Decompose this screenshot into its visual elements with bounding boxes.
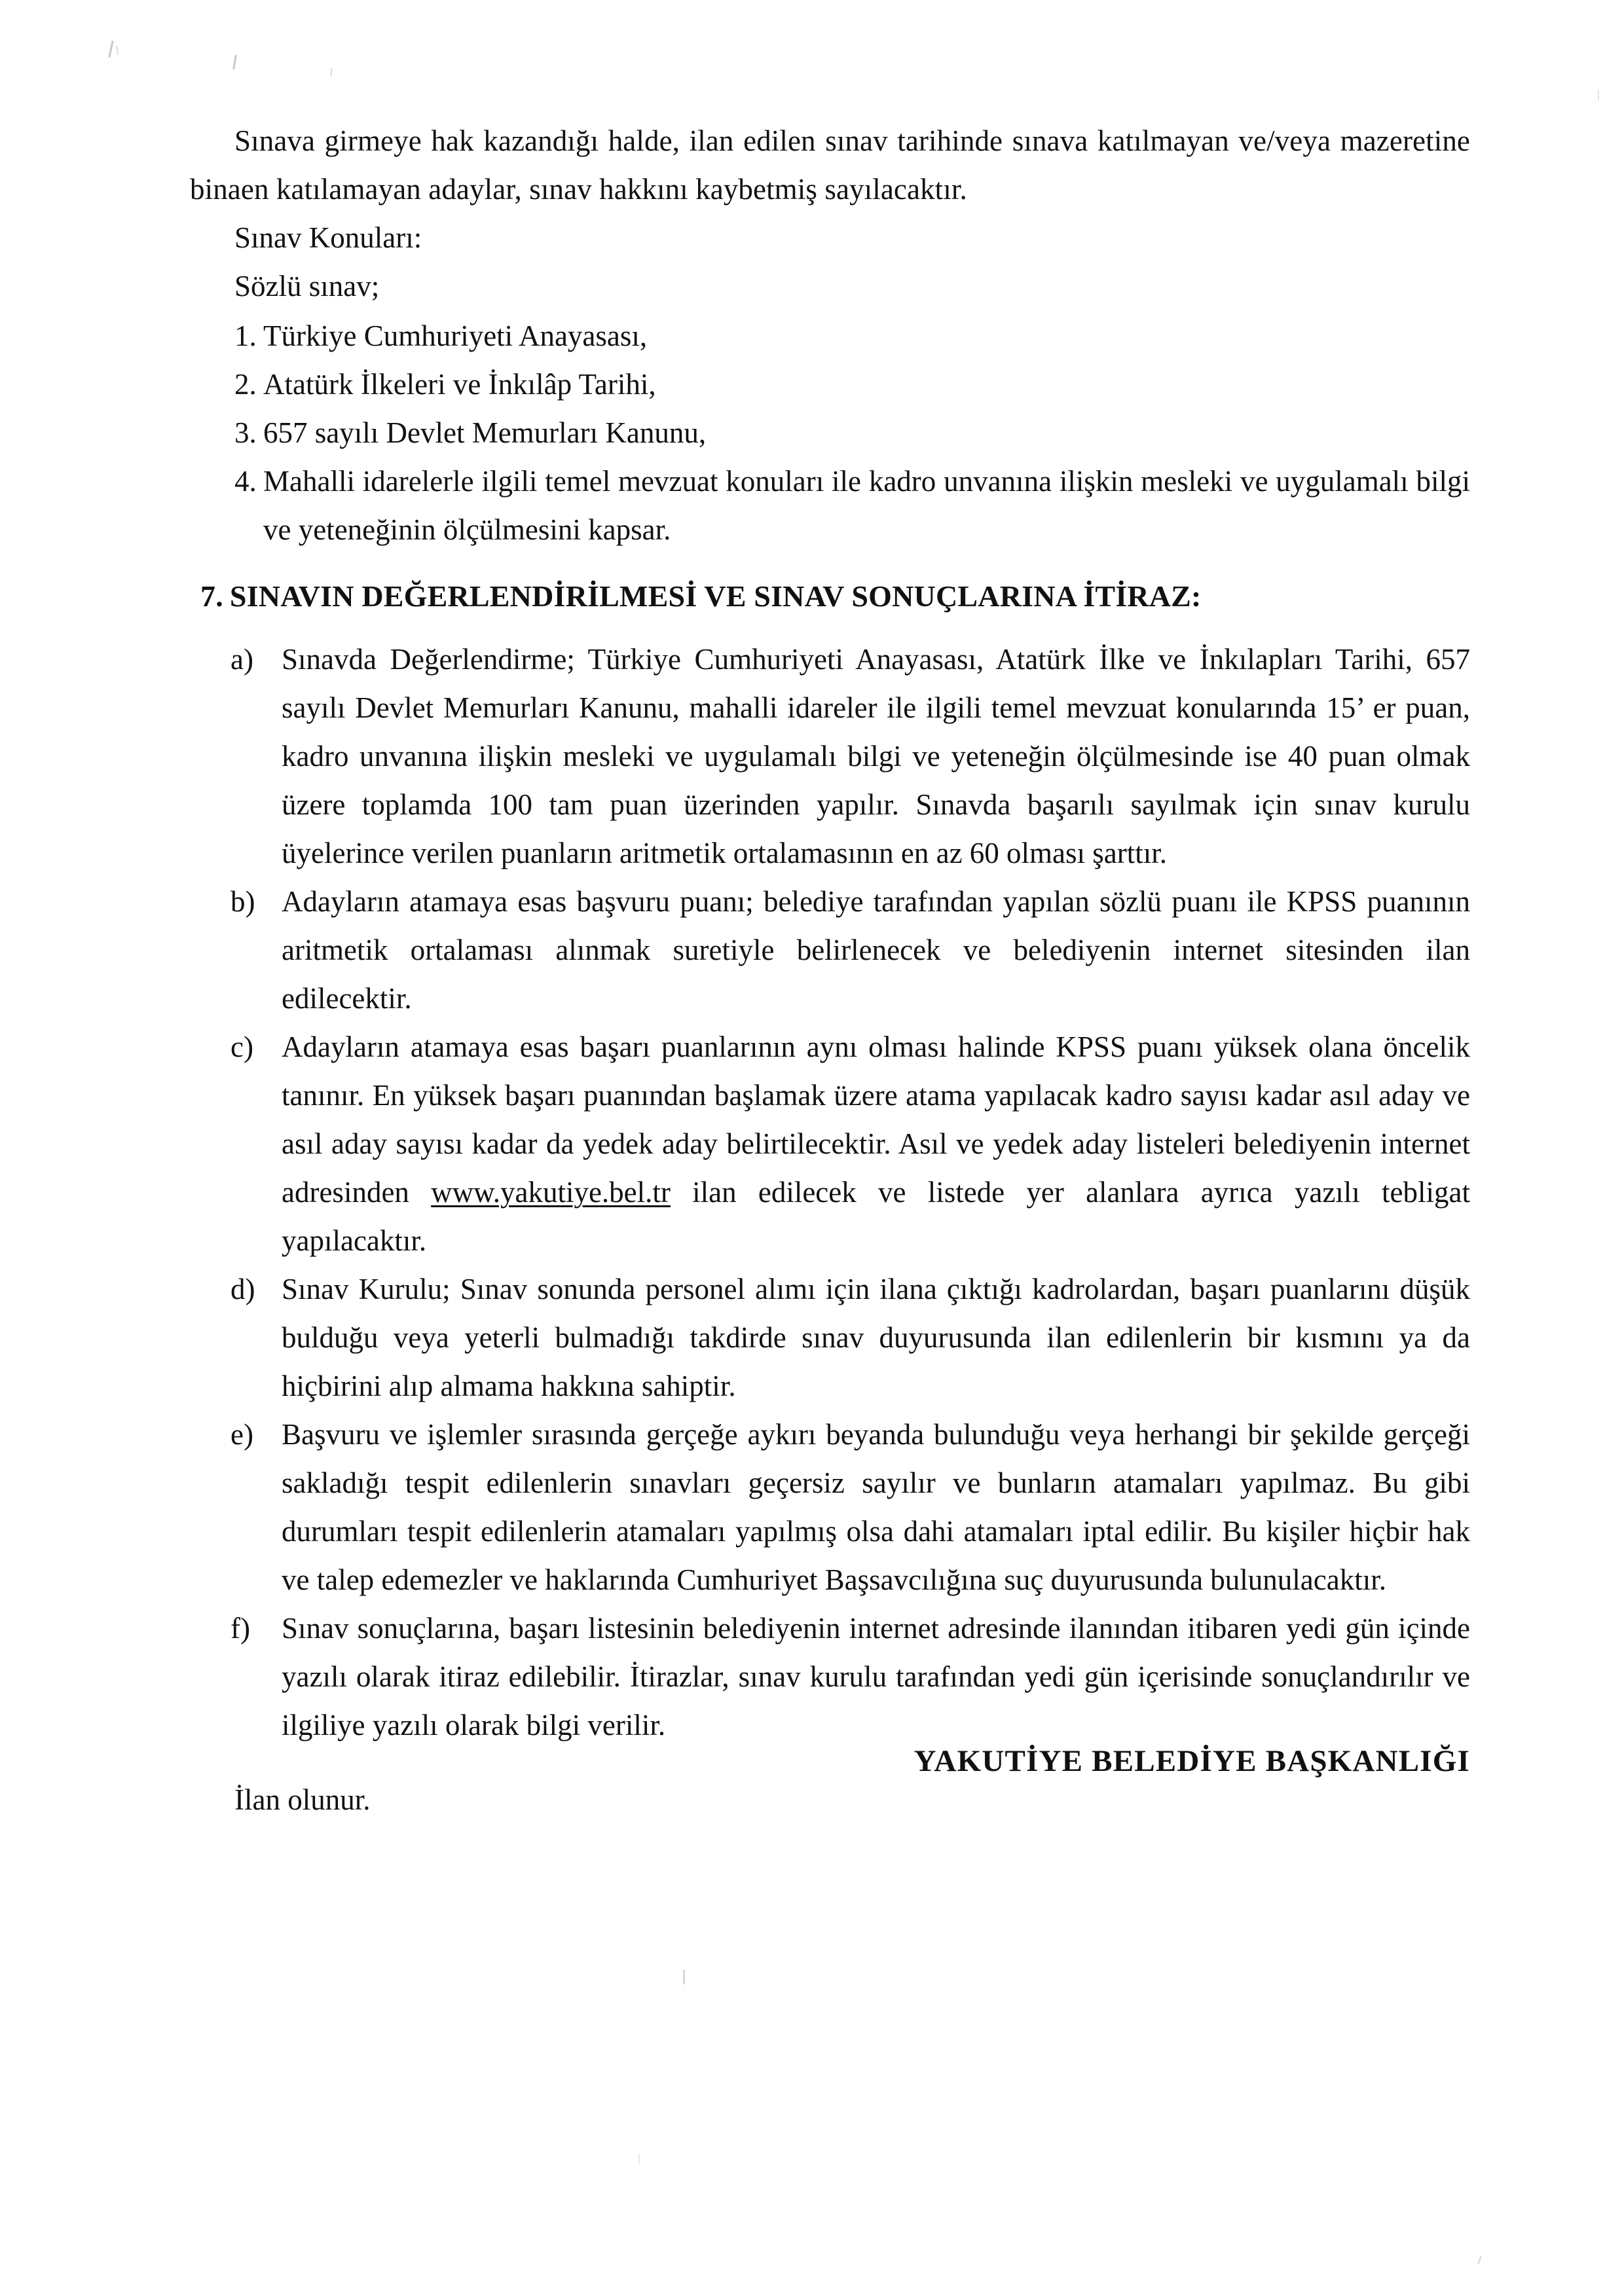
clause-text: Sınav Kurulu; Sınav sonunda personel alımı için ilana çıktığı kadrolardan, başarı puanlarını düşük bulduğu veya yeterli bulmadığı takdirde sınav duyurusunda ilan edilenlerin bir kısmını ya da hiçbirini alıp almama hakkına sahiptir. (282, 1273, 1470, 1402)
exam-topics-label: Sınav Konuları: (234, 221, 422, 254)
list-text: Mahalli idarelerle ilgili temel mevzuat konuları ile kadro unvanına ilişkin mesleki ve uygulamalı bilgi ve yeteneğinin ölçülmesini kapsar. (263, 465, 1470, 546)
exam-topic-item (190, 409, 1470, 457)
clause-item-b (190, 877, 1470, 1023)
list-marker: 1. (234, 319, 257, 352)
exam-type-label: Sözlü sınav; (234, 270, 380, 302)
clause-text: Sınav sonuçlarına, başarı listesinin belediyenin internet adresinde ilanından itibaren yedi gün içinde yazılı olarak itiraz edilebilir. İtirazlar, sınav kurulu tarafından yedi gün içerisinde sonuçlandırılır ve ilgiliye yazılı olarak bilgi verilir. (282, 1612, 1470, 1741)
list-marker: 3. (234, 416, 257, 449)
clause-text (282, 1023, 1470, 1265)
clause-item-e (190, 1410, 1470, 1604)
clause-marker: b) (231, 885, 255, 918)
clause-marker: c) (231, 1030, 253, 1063)
section-title: SINAVIN DEĞERLENDİRİLMESİ VE SINAV SONUÇLARINA İTİRAZ: (229, 579, 1202, 613)
clause-list (190, 635, 1470, 1749)
clause-marker: d) (231, 1273, 255, 1305)
section-heading (190, 574, 1470, 619)
list-text: Türkiye Cumhuriyeti Anayasası, (263, 319, 648, 352)
scan-speck (683, 1970, 685, 1984)
clause-item-a (190, 635, 1470, 877)
website-link[interactable]: www.yakutiye.bel.tr (431, 1176, 671, 1209)
clause-marker: e) (231, 1418, 253, 1451)
clause-text: Sınavda Değerlendirme; Türkiye Cumhuriyeti Anayasası, Atatürk İlke ve İnkılapları Tarihi, 657 sayılı Devlet Memurları Kanunu, mahalli idareler ile ilgili temel mevzuat konularında 15’ er puan, kadro unvanına ilişkin mesleki ve uygulamalı bilgi ve yeteneğin ölçülmesinde ise 40 puan olmak üzere toplamda 100 tam puan üzerinden yapılır. Sınavda başarılı sayılmak için sınav kurulu üyelerince verilen puanların aritmetik ortalamasının en az 60 olması şarttır. (282, 643, 1470, 869)
scan-speck (116, 46, 119, 55)
list-marker: 2. (234, 368, 257, 401)
intro-paragraph: Sınava girmeye hak kazandığı halde, ilan edilen sınav tarihinde sınava katılmayan ve/veya mazeretine binaen katılamayan adaylar, sınav hakkını kaybetmiş sayılacaktır. (190, 124, 1470, 206)
scan-speck (1598, 90, 1599, 101)
clause-text-before-link: Adayların atamaya esas başarı puanlarının aynı olması halinde KPSS puanı yüksek olana öncelik tanınır. En yüksek başarı puanından başlamak üzere atama yapılacak kadro sayısı kadar asıl aday ve asıl aday sayısı kadar da yedek aday belirtilecektir. Asıl ve yedek aday listeleri belediyenin internet adresinden (282, 1030, 1470, 1209)
scan-speck (330, 68, 332, 76)
document-body (190, 117, 1470, 1824)
scan-speck (232, 55, 236, 69)
clause-text-after-link: ilan edilecek ve listede yer alanlara ayrıca yazılı tebligat yapılacaktır. (282, 1176, 1470, 1257)
clause-text: Başvuru ve işlemler sırasında gerçeğe aykırı beyanda bulunduğu veya herhangi bir şekilde gerçeği sakladığı tespit edilenlerin sınavları geçersiz sayılır ve bunların atamaları yapılmaz. Bu gibi durumları tespit edilenlerin atamaları yapılmış olsa dahi atamaları iptal edilir. Bu kişiler hiçbir hak ve talep edemezler ve haklarında Cumhuriyet Başsavcılığına suç duyurusunda bulunulacaktır. (282, 1418, 1470, 1596)
scan-speck (108, 41, 113, 58)
list-marker: 4. (234, 465, 257, 498)
exam-topic-item (190, 360, 1470, 409)
clause-item-f (190, 1604, 1470, 1749)
clause-item-d (190, 1265, 1470, 1410)
exam-topics-list (190, 312, 1470, 554)
list-text: 657 sayılı Devlet Memurları Kanunu, (263, 416, 707, 449)
signature-block: YAKUTİYE BELEDİYE BAŞKANLIĞI (913, 1744, 1470, 1778)
scan-speck (1477, 2255, 1482, 2265)
clause-marker: a) (231, 643, 253, 676)
clause-marker: f) (231, 1612, 250, 1645)
closing-line: İlan olunur. (234, 1783, 371, 1816)
clause-item-c (190, 1023, 1470, 1265)
exam-topic-item (190, 312, 1470, 360)
section-number: 7. (200, 579, 223, 613)
list-text: Atatürk İlkeleri ve İnkılâp Tarihi, (263, 368, 656, 401)
scan-speck (638, 2154, 640, 2164)
exam-topic-item (190, 457, 1470, 554)
clause-text: Adayların atamaya esas başvuru puanı; belediye tarafından yapılan sözlü puanı ile KPSS puanının aritmetik ortalaması alınmak suretiyle belirlenecek ve belediyenin internet sitesinden ilan edilecektir. (282, 885, 1470, 1015)
